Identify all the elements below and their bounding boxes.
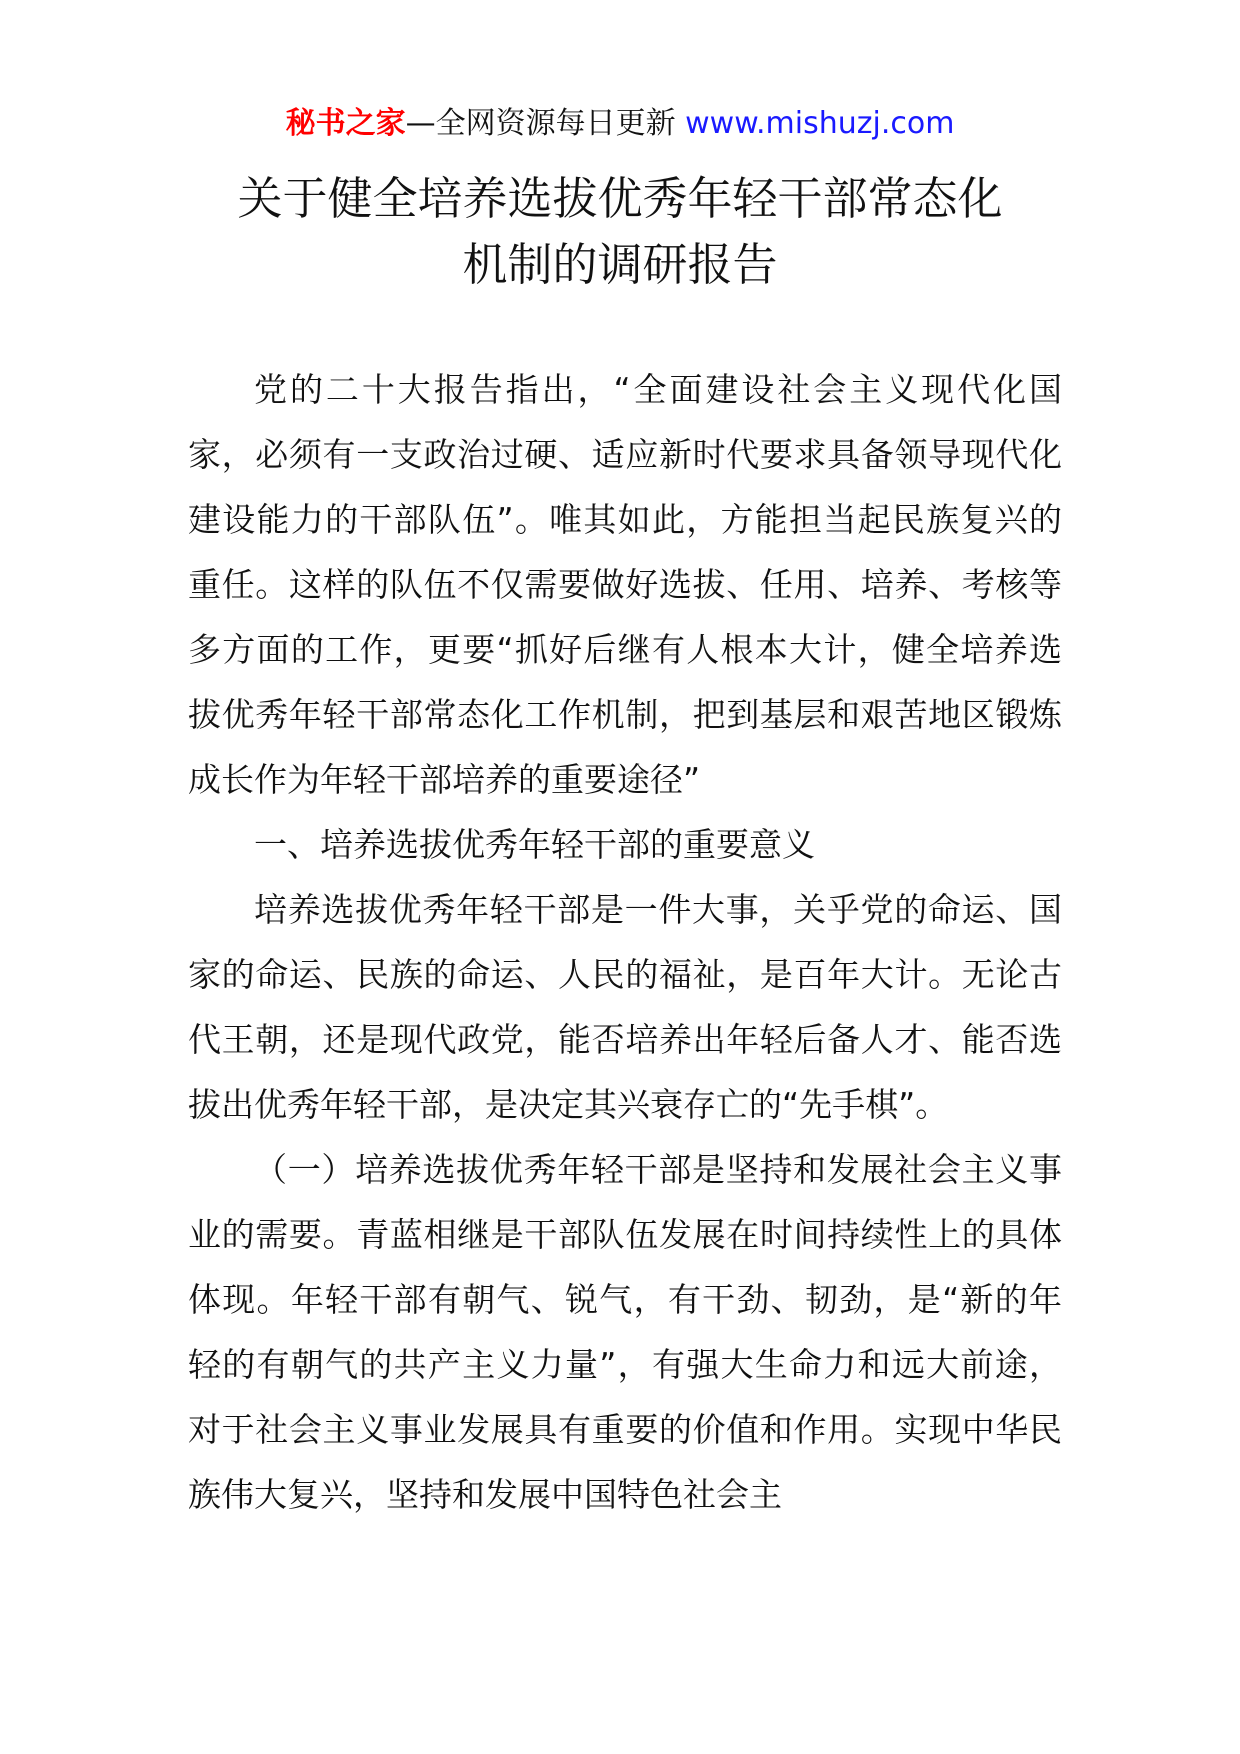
paragraph-intro: 党的二十大报告指出，“全面建设社会主义现代化国家，必须有一支政治过硬、适应新时代要求具备领导现代化建设能力的干部队伍”。唯其如此，方能担当起民族复兴的重任。这样的队伍不仅需要做好选拔、任用、培养、考核等多方面的工作，更要“抓好后继有人根本大计，健全培养选拔优秀年轻干部常态化工作机制，把到基层和艰苦地区锻炼成长作为年轻干部培养的重要途径” (188, 370, 1062, 799)
site-url[interactable]: www.mishuzj.com (685, 106, 955, 141)
paragraph-section-1: 培养选拔优秀年轻干部是一件大事，关乎党的命运、国家的命运、民族的命运、人民的福祉，是百年大计。无论古代王朝，还是现代政党，能否培养出年轻后备人才、能否选拔出优秀年轻干部，是决定其兴衰存亡的“先手棋”。 (188, 890, 1062, 1124)
section-heading-1: 一、培养选拔优秀年轻干部的重要意义 (254, 825, 815, 864)
document-body (188, 357, 1062, 1527)
paragraph-subsection-1: （一）培养选拔优秀年轻干部是坚持和发展社会主义事业的需要。青蓝相继是干部队伍发展在时间持续性上的具体体现。年轻干部有朝气、锐气，有干劲、韧劲，是“新的年轻的有朝气的共产主义力量”，有强大生命力和远大前途，对于社会主义事业发展具有重要的价值和作用。实现中华民族伟大复兴，坚持和发展中国特色社会主 (188, 1150, 1062, 1514)
title-line-2: 机制的调研报告 (462, 238, 778, 291)
document-title (0, 166, 1240, 298)
site-brand: 秘书之家 (285, 106, 406, 141)
title-line-1: 关于健全培养选拔优秀年轻干部常态化 (237, 172, 1003, 225)
site-tagline: —全网资源每日更新 (405, 106, 676, 141)
site-header (0, 104, 1240, 144)
